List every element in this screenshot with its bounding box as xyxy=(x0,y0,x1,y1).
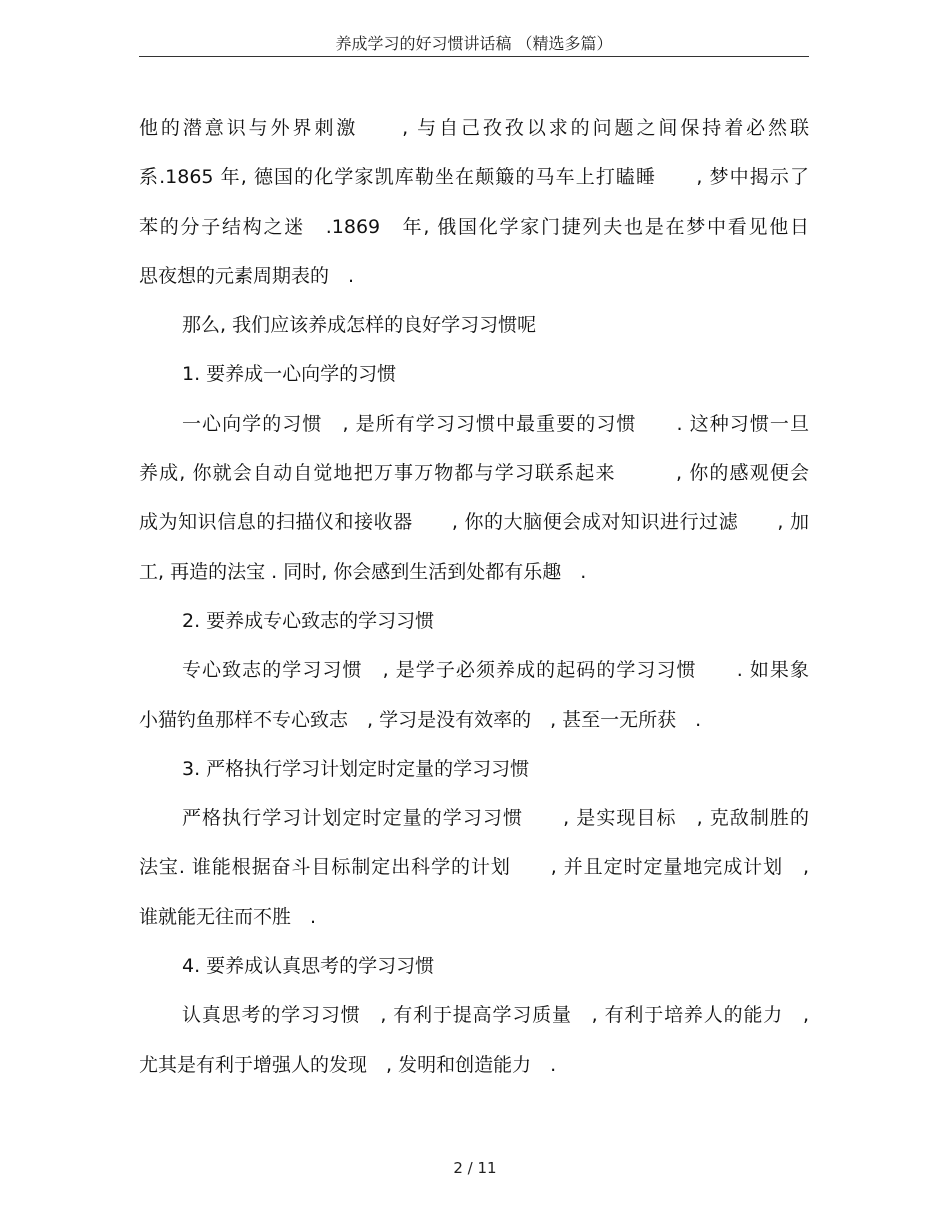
text-line: 严格执行学习计划定时定量的学习习惯 , 是实现目标 , 克敌制胜的 xyxy=(182,807,809,830)
text-line: 谁就能无往而不胜 . xyxy=(139,905,317,928)
section-heading: 3. 严格执行学习计划定时定量的学习习惯 xyxy=(182,757,530,780)
section-heading: 1. 要养成一心向学的习惯 xyxy=(182,363,397,386)
text-line: 工, 再造的法宝 . 同时, 你会感到生活到处都有乐趣 . xyxy=(139,560,587,583)
section-heading: 4. 要养成认真思考的学习习惯 xyxy=(182,955,435,978)
text-line: 他的潜意识与外界刺激 , 与自己孜孜以求的问题之间保持着必然联 xyxy=(139,117,809,139)
text-line: 那么, 我们应该养成怎样的良好学习习惯呢 xyxy=(182,314,537,337)
page-header-title: 养成学习的好习惯讲话稿 （精选多篇） xyxy=(335,34,613,53)
section-heading: 2. 要养成专心致志的学习习惯 xyxy=(182,609,435,632)
text-line: 专心致志的学习习惯 , 是学子必须养成的起码的学习习惯 . 如果象 xyxy=(182,659,809,682)
text-line: 法宝. 谁能根据奋斗目标制定出科学的计划 , 并且定时定量地完成计划 , xyxy=(139,856,809,879)
text-line: 成为知识信息的扫描仪和接收器 , 你的大脑便会成对知识进行过滤 , 加 xyxy=(139,511,809,534)
text-line: 系.1865 年, 德国的化学家凯库勒坐在颠簸的马车上打瞌睡 , 梦中揭示了 xyxy=(139,166,809,189)
header-divider xyxy=(139,56,809,57)
text-line: 养成, 你就会自动自觉地把万事万物都与学习联系起来 , 你的感观便会 xyxy=(139,462,809,485)
document-body xyxy=(139,104,809,1090)
text-line: 一心向学的习惯 , 是所有学习习惯中最重要的习惯 . 这种习惯一旦 xyxy=(182,412,809,435)
text-line: 小猫钓鱼那样不专心致志 , 学习是没有效率的 , 甚至一无所获 . xyxy=(139,708,702,731)
text-line: 思夜想的元素周期表的 . xyxy=(139,264,355,287)
text-line: 认真思考的学习习惯 , 有利于提高学习质量 , 有利于培养人的能力 , xyxy=(182,1004,809,1027)
page-number: 2 / 11 xyxy=(453,1159,497,1177)
text-line: 尤其是有利于增强人的发现 , 发明和创造能力 . xyxy=(139,1053,557,1076)
text-line: 苯的分子结构之迷 .1869 年, 俄国化学家门捷列夫也是在梦中看见他日 xyxy=(139,215,809,238)
